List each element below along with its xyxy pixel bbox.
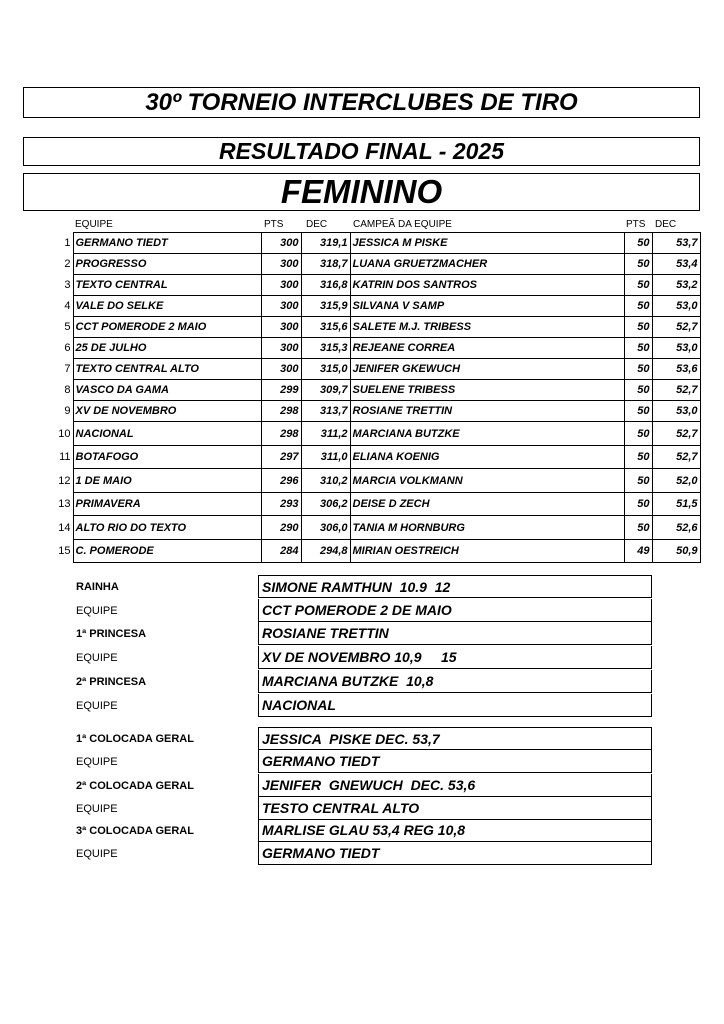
decimal-cell: 315,3 [301, 338, 350, 359]
champion-decimal-cell: 53,6 [652, 359, 700, 380]
team-label: EQUIPE [76, 652, 118, 664]
table-row [56, 540, 700, 563]
award-winner: JENIFER GNEWUCH DEC. 53,6 [258, 774, 652, 797]
rank-cell: 5 [64, 321, 71, 333]
results-table-body [56, 233, 700, 563]
column-header-champion-pts: PTS [626, 219, 646, 230]
rank-cell: 2 [64, 258, 71, 270]
champion-points-cell: 50 [624, 516, 652, 540]
decimal-cell: 315,6 [301, 317, 350, 338]
points-cell: 290 [261, 516, 301, 540]
team-cell: GERMANO TIEDT [73, 233, 261, 254]
points-cell: 284 [261, 540, 301, 563]
team-label: EQUIPE [76, 700, 118, 712]
award-team: GERMANO TIEDT [258, 750, 652, 773]
champion-cell: DEISE D ZECH [350, 493, 624, 516]
points-cell: 300 [261, 338, 301, 359]
champion-cell: SILVANA V SAMP [350, 296, 624, 317]
award-team: GERMANO TIEDT [258, 842, 652, 865]
table-row [56, 469, 700, 493]
decimal-cell: 319,1 [301, 233, 350, 254]
team-cell: C. POMERODE [73, 540, 261, 563]
team-cell: BOTAFOGO [73, 446, 261, 469]
table-row [56, 446, 700, 469]
champion-points-cell: 50 [624, 359, 652, 380]
award-label: 1ª PRINCESA [76, 628, 147, 640]
points-cell: 293 [261, 493, 301, 516]
rank-cell: 9 [64, 405, 71, 417]
table-row [56, 275, 700, 296]
rank-cell: 10 [58, 427, 71, 440]
champion-cell: ELIANA KOENIG [350, 446, 624, 469]
team-cell: CCT POMERODE 2 MAIO [73, 317, 261, 338]
award-label: 1ª COLOCADA GERAL [76, 733, 194, 745]
team-cell: NACIONAL [73, 422, 261, 446]
category-title: FEMININO [23, 173, 700, 211]
award-winner: MARCIANA BUTZKE 10,8 [258, 670, 652, 693]
rank-cell: 6 [64, 342, 71, 354]
column-header-champion: CAMPEÃ DA EQUIPE [353, 219, 452, 230]
decimal-cell: 309,7 [301, 380, 350, 401]
points-cell: 300 [261, 275, 301, 296]
rank-cell: 4 [64, 300, 71, 312]
table-row [56, 422, 700, 446]
points-cell: 300 [261, 296, 301, 317]
team-cell: TEXTO CENTRAL [73, 275, 261, 296]
table-row [56, 493, 700, 516]
rank-cell: 13 [58, 498, 71, 510]
award-label: RAINHA [76, 581, 119, 593]
champion-cell: KATRIN DOS SANTROS [350, 275, 624, 296]
award-label: 2ª COLOCADA GERAL [76, 780, 194, 792]
champion-cell: JENIFER GKEWUCH [350, 359, 624, 380]
champion-decimal-cell: 52,7 [652, 317, 700, 338]
points-cell: 299 [261, 380, 301, 401]
table-row [56, 359, 700, 380]
champion-cell: ROSIANE TRETTIN [350, 401, 624, 422]
champion-decimal-cell: 52,7 [652, 422, 700, 446]
rank-cell: 11 [59, 451, 71, 463]
champion-cell: SUELENE TRIBESS [350, 380, 624, 401]
rank-cell: 8 [64, 384, 71, 396]
rank-cell: 14 [58, 521, 71, 534]
champion-points-cell: 50 [624, 446, 652, 469]
team-cell: VASCO DA GAMA [73, 380, 261, 401]
champion-decimal-cell: 52,0 [652, 469, 700, 493]
points-cell: 300 [261, 317, 301, 338]
team-cell: PRIMAVERA [73, 493, 261, 516]
champion-points-cell: 50 [624, 469, 652, 493]
table-row [56, 338, 700, 359]
table-row [56, 401, 700, 422]
champion-cell: LUANA GRUETZMACHER [350, 254, 624, 275]
champion-decimal-cell: 53,0 [652, 401, 700, 422]
champion-decimal-cell: 50,9 [652, 540, 700, 563]
champion-cell: REJEANE CORREA [350, 338, 624, 359]
champion-points-cell: 50 [624, 254, 652, 275]
champion-points-cell: 50 [624, 296, 652, 317]
champion-points-cell: 50 [624, 493, 652, 516]
decimal-cell: 315,9 [301, 296, 350, 317]
team-cell: 1 DE MAIO [73, 469, 261, 493]
points-cell: 297 [261, 446, 301, 469]
champion-decimal-cell: 53,7 [652, 233, 700, 254]
award-team: CCT POMERODE 2 DE MAIO [258, 599, 652, 622]
points-cell: 298 [261, 422, 301, 446]
champion-points-cell: 50 [624, 233, 652, 254]
award-team: XV DE NOVEMBRO 10,9 15 [258, 646, 652, 669]
column-header-pts: PTS [264, 219, 284, 230]
champion-decimal-cell: 51,5 [652, 493, 700, 516]
champion-cell: TANIA M HORNBURG [350, 516, 624, 540]
champion-points-cell: 50 [624, 317, 652, 338]
award-team: TESTO CENTRAL ALTO [258, 797, 652, 820]
results-subtitle: RESULTADO FINAL - 2025 [23, 137, 700, 166]
decimal-cell: 313,7 [301, 401, 350, 422]
champion-points-cell: 50 [624, 422, 652, 446]
points-cell: 300 [261, 359, 301, 380]
team-cell: XV DE NOVEMBRO [73, 401, 261, 422]
team-cell: ALTO RIO DO TEXTO [73, 516, 261, 540]
champion-cell: SALETE M.J. TRIBESS [350, 317, 624, 338]
rank-cell: 1 [64, 237, 71, 249]
champion-points-cell: 49 [624, 540, 652, 563]
rank-cell: 7 [64, 363, 71, 375]
decimal-cell: 306,2 [301, 493, 350, 516]
award-winner: ROSIANE TRETTIN [258, 622, 652, 645]
decimal-cell: 306,0 [301, 516, 350, 540]
decimal-cell: 316,8 [301, 275, 350, 296]
champion-points-cell: 50 [624, 401, 652, 422]
champion-cell: MARCIA VOLKMANN [350, 469, 624, 493]
champion-points-cell: 50 [624, 275, 652, 296]
champion-cell: JESSICA M PISKE [350, 233, 624, 254]
table-row [56, 317, 700, 338]
table-row [56, 380, 700, 401]
rank-cell: 15 [58, 545, 71, 557]
team-cell: PROGRESSO [73, 254, 261, 275]
results-table [56, 232, 701, 563]
decimal-cell: 315,0 [301, 359, 350, 380]
points-cell: 300 [261, 254, 301, 275]
rank-cell: 3 [64, 279, 71, 291]
team-cell: TEXTO CENTRAL ALTO [73, 359, 261, 380]
champion-decimal-cell: 52,6 [652, 516, 700, 540]
points-cell: 296 [261, 469, 301, 493]
decimal-cell: 294,8 [301, 540, 350, 563]
table-row [56, 516, 700, 540]
champion-decimal-cell: 53,0 [652, 338, 700, 359]
champion-decimal-cell: 53,2 [652, 275, 700, 296]
table-row [56, 254, 700, 275]
rank-cell: 12 [58, 474, 71, 487]
points-cell: 300 [261, 233, 301, 254]
column-header-equipe: EQUIPE [75, 219, 113, 230]
team-label: EQUIPE [76, 605, 118, 617]
team-label: EQUIPE [76, 848, 118, 860]
award-label: 2ª PRINCESA [76, 676, 147, 688]
champion-cell: MARCIANA BUTZKE [350, 422, 624, 446]
points-cell: 298 [261, 401, 301, 422]
column-header-dec: DEC [306, 219, 328, 230]
champion-decimal-cell: 53,0 [652, 296, 700, 317]
team-cell: 25 DE JULHO [73, 338, 261, 359]
decimal-cell: 311,0 [301, 446, 350, 469]
champion-cell: MIRIAN OESTREICH [350, 540, 624, 563]
team-label: EQUIPE [76, 803, 118, 815]
award-winner: MARLISE GLAU 53,4 REG 10,8 [258, 819, 652, 842]
decimal-cell: 318,7 [301, 254, 350, 275]
champion-decimal-cell: 52,7 [652, 446, 700, 469]
team-label: EQUIPE [76, 756, 118, 768]
decimal-cell: 310,2 [301, 469, 350, 493]
award-label: 3ª COLOCADA GERAL [76, 825, 194, 837]
team-cell: VALE DO SELKE [73, 296, 261, 317]
champion-decimal-cell: 52,7 [652, 380, 700, 401]
award-winner: SIMONE RAMTHUN 10.9 12 [258, 575, 652, 598]
decimal-cell: 311,2 [301, 422, 350, 446]
champion-decimal-cell: 53,4 [652, 254, 700, 275]
table-row [56, 296, 700, 317]
champion-points-cell: 50 [624, 338, 652, 359]
champion-points-cell: 50 [624, 380, 652, 401]
tournament-title: 30º TORNEIO INTERCLUBES DE TIRO [23, 87, 700, 118]
award-winner: JESSICA PISKE DEC. 53,7 [258, 727, 652, 750]
award-team: NACIONAL [258, 694, 652, 717]
column-header-champion-dec: DEC [655, 219, 677, 230]
table-row [56, 233, 700, 254]
